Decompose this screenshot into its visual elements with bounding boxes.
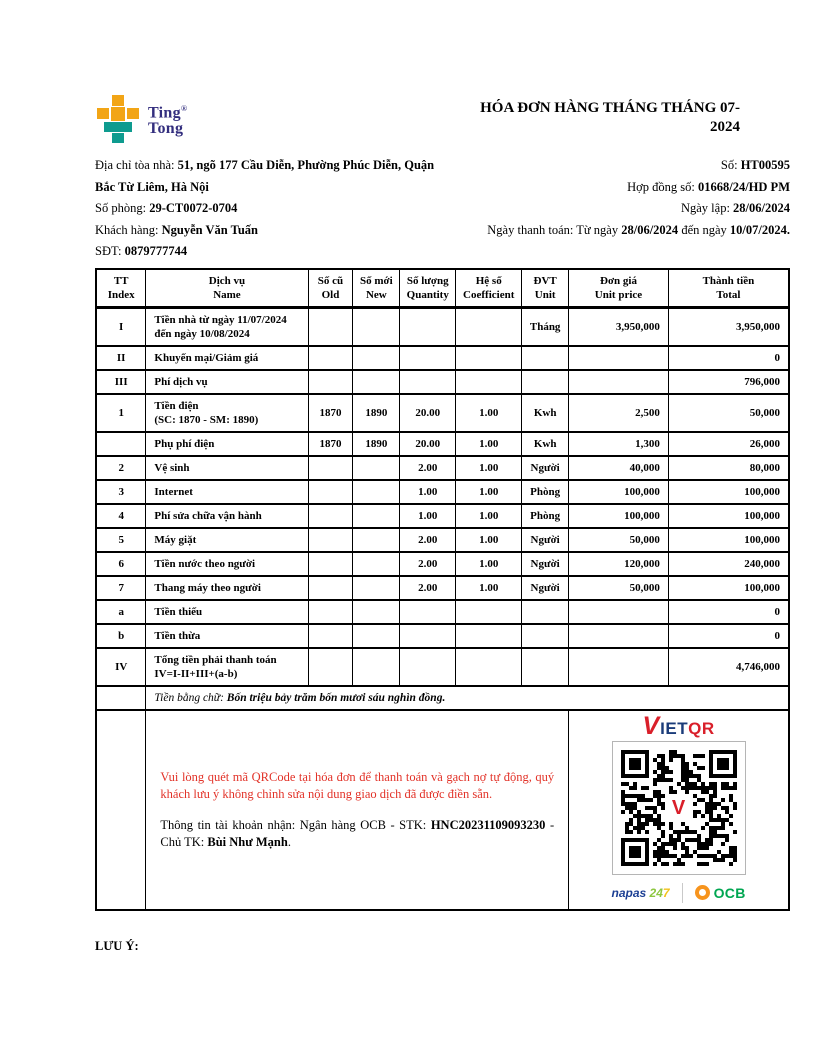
invoice-title [450, 95, 790, 137]
cell-quantity [400, 600, 456, 624]
amount-in-words-cell [146, 686, 789, 710]
cell-name: Khuyến mại/Giảm giá [146, 346, 308, 370]
cell-name: Tổng tiền phải thanh toán IV=I-II+III+(a-b) [146, 648, 308, 686]
table-row [96, 346, 789, 370]
cell-old: 1870 [308, 394, 353, 432]
account-number: HNC20231109093230 [430, 817, 546, 832]
registered-mark: ® [180, 104, 188, 113]
invoice-number: Số: HT00595 [720, 158, 790, 172]
ocb-icon [695, 885, 710, 900]
logo-line2: Tong [148, 120, 184, 138]
cell-index: II [96, 346, 146, 370]
qr-code [612, 741, 746, 875]
cell-coefficient: 1.00 [456, 456, 522, 480]
table-row [96, 480, 789, 504]
cell-quantity: 2.00 [400, 456, 456, 480]
cell-quantity: 20.00 [400, 394, 456, 432]
cell-quantity: 2.00 [400, 552, 456, 576]
cell-coefficient: 1.00 [456, 504, 522, 528]
tingtong-logo [95, 95, 187, 143]
table-row [96, 394, 789, 432]
cell-total: 100,000 [668, 528, 789, 552]
cell-index: 7 [96, 576, 146, 600]
cell-quantity [400, 346, 456, 370]
vietqr-v: V [642, 711, 660, 740]
amount-in-words-value: Bốn triệu bảy trăm bốn mươi sáu nghìn đồng. [226, 691, 446, 704]
cell-old [308, 552, 353, 576]
column-header: Số lượng Quantity [400, 269, 456, 308]
cell-coefficient [456, 370, 522, 394]
payment-period: Ngày thanh toán: Từ ngày 28/06/2024 đến ngày 10/07/2024. [487, 222, 790, 237]
building-address: Địa chỉ tòa nhà: 51, ngõ 177 Cầu Diễn, Phường Phúc Diễn, Quận Bắc Từ Liêm, Hà Nội [95, 158, 435, 194]
cell-old: 1870 [308, 432, 353, 456]
account-info: Thông tin tài khoản nhận: Ngân hàng OCB - STK: HNC20231109093230 - Chủ TK: Bùi Như Mạnh. [160, 817, 555, 849]
cell-total: 100,000 [668, 480, 789, 504]
cell-old [308, 370, 353, 394]
cell-unit-price [569, 370, 669, 394]
invoice-info [95, 155, 790, 263]
cell-index: a [96, 600, 146, 624]
cell-new [353, 576, 400, 600]
cell-name: Tiền nước theo người [146, 552, 308, 576]
cell-name: Thang máy theo người [146, 576, 308, 600]
cell-old [308, 576, 353, 600]
column-header: Số cũ Old [308, 269, 353, 308]
cell-coefficient [456, 346, 522, 370]
column-header: Số mới New [353, 269, 400, 308]
payment-instructions-cell [146, 710, 569, 910]
cell-quantity: 1.00 [400, 480, 456, 504]
cell-total: 4,746,000 [668, 648, 789, 686]
cell-index: b [96, 624, 146, 648]
cell-unit: Người [522, 456, 569, 480]
cell-total: 240,000 [668, 552, 789, 576]
cell-coefficient: 1.00 [456, 432, 522, 456]
payment-row [96, 710, 789, 910]
cell-total: 0 [668, 346, 789, 370]
cell-empty [96, 710, 146, 910]
cell-unit: Tháng [522, 307, 569, 346]
cell-index [96, 432, 146, 456]
cell-name: Tiền nhà từ ngày 11/07/2024 đến ngày 10/08/2024 [146, 307, 308, 346]
cell-name: Tiền thừa [146, 624, 308, 648]
cell-old [308, 346, 353, 370]
cell-total: 26,000 [668, 432, 789, 456]
cell-coefficient: 1.00 [456, 528, 522, 552]
qr-bank-logos [573, 883, 784, 903]
amount-in-words-label: Tiền bằng chữ: [154, 691, 227, 704]
cell-index: 4 [96, 504, 146, 528]
invoice-header [95, 95, 790, 145]
room-number: Số phòng: 29-CT0072-0704 [95, 201, 238, 215]
invoice-title-line2: 2024 [710, 119, 740, 135]
amount-in-words-row [96, 686, 789, 710]
cell-total: 100,000 [668, 504, 789, 528]
cell-old [308, 624, 353, 648]
cell-unit-price [569, 624, 669, 648]
cell-coefficient [456, 648, 522, 686]
invoice-title-line1: HÓA ĐƠN HÀNG THÁNG THÁNG 07- [480, 100, 740, 116]
cell-coefficient [456, 600, 522, 624]
cell-unit-price: 3,950,000 [569, 307, 669, 346]
cell-quantity: 20.00 [400, 432, 456, 456]
cell-unit-price: 50,000 [569, 576, 669, 600]
cell-unit: Người [522, 576, 569, 600]
qr-cell [569, 710, 789, 910]
cell-quantity [400, 307, 456, 346]
cell-total: 100,000 [668, 576, 789, 600]
cell-old [308, 456, 353, 480]
cell-unit-price [569, 600, 669, 624]
cell-unit-price: 40,000 [569, 456, 669, 480]
logo-line1: Ting [148, 104, 181, 122]
table-row [96, 307, 789, 346]
cell-total: 50,000 [668, 394, 789, 432]
cell-unit [522, 648, 569, 686]
cell-new [353, 528, 400, 552]
cell-empty [96, 686, 146, 710]
divider [682, 883, 683, 903]
cell-new [353, 346, 400, 370]
cell-new [353, 600, 400, 624]
column-header: ĐVT Unit [522, 269, 569, 308]
table-row [96, 552, 789, 576]
cell-unit-price: 100,000 [569, 504, 669, 528]
table-row [96, 624, 789, 648]
invoice-table [95, 268, 790, 911]
cell-coefficient: 1.00 [456, 552, 522, 576]
cell-unit [522, 600, 569, 624]
cell-name: Phí sửa chữa vận hành [146, 504, 308, 528]
cell-unit: Kwh [522, 432, 569, 456]
cell-index: IV [96, 648, 146, 686]
cell-new [353, 648, 400, 686]
cell-total: 0 [668, 624, 789, 648]
cell-unit: Người [522, 528, 569, 552]
cell-new [353, 552, 400, 576]
contract-number: Hợp đồng số: 01668/24/HD PM [627, 179, 790, 194]
table-row [96, 370, 789, 394]
cell-old [308, 480, 353, 504]
cell-total: 80,000 [668, 456, 789, 480]
column-header: Đơn giá Unit price [569, 269, 669, 308]
cell-unit: Phòng [522, 504, 569, 528]
cell-total: 0 [668, 600, 789, 624]
tingtong-logo-icon [95, 95, 141, 143]
cell-coefficient [456, 307, 522, 346]
cell-index: 3 [96, 480, 146, 504]
cell-unit: Phòng [522, 480, 569, 504]
cell-new [353, 307, 400, 346]
cell-name: Vệ sinh [146, 456, 308, 480]
column-header: Thành tiền Total [668, 269, 789, 308]
ocb-logo: OCB [695, 885, 746, 900]
invoice-info-left [95, 155, 447, 263]
cell-quantity [400, 370, 456, 394]
cell-total: 796,000 [668, 370, 789, 394]
table-row [96, 432, 789, 456]
cell-unit [522, 624, 569, 648]
cell-unit-price: 50,000 [569, 528, 669, 552]
tingtong-logo-text [148, 95, 187, 137]
cell-index: 2 [96, 456, 146, 480]
cell-unit-price [569, 648, 669, 686]
cell-unit [522, 346, 569, 370]
cell-old [308, 528, 353, 552]
cell-unit: Kwh [522, 394, 569, 432]
cell-new [353, 624, 400, 648]
vietqr-logo: VIETQR [642, 711, 715, 740]
cell-quantity: 2.00 [400, 576, 456, 600]
cell-new [353, 504, 400, 528]
cell-old [308, 307, 353, 346]
napas-logo: napas 247 [611, 885, 670, 900]
cell-unit [522, 370, 569, 394]
cell-name: Phí dịch vụ [146, 370, 308, 394]
customer-name: Khách hàng: Nguyễn Văn Tuấn [95, 222, 259, 237]
account-holder: Bùi Như Mạnh [207, 834, 288, 849]
cell-new [353, 370, 400, 394]
column-header: Hệ số Coefficient [456, 269, 522, 308]
cell-index: III [96, 370, 146, 394]
cell-unit-price [569, 346, 669, 370]
cell-new [353, 456, 400, 480]
footer-note: LƯU Ý: [95, 938, 139, 953]
cell-coefficient: 1.00 [456, 480, 522, 504]
cell-index: 1 [96, 394, 146, 432]
table-row [96, 504, 789, 528]
cell-coefficient: 1.00 [456, 394, 522, 432]
cell-new: 1890 [353, 394, 400, 432]
customer-phone: SĐT: 0879777744 [95, 244, 188, 258]
cell-name: Tiền thiếu [146, 600, 308, 624]
payment-notice: Vui lòng quét mã QRCode tại hóa đơn để thanh toán và gạch nợ tự động, quý khách lưu ý không chỉnh sửa nội dung giao dịch đã được điền sẵn. [160, 769, 555, 801]
invoice-info-right [447, 155, 790, 263]
cell-unit-price: 120,000 [569, 552, 669, 576]
cell-unit-price: 1,300 [569, 432, 669, 456]
table-header-row [96, 269, 789, 308]
cell-old [308, 504, 353, 528]
cell-name: Tiền điện (SC: 1870 - SM: 1890) [146, 394, 308, 432]
cell-index: 5 [96, 528, 146, 552]
cell-unit: Người [522, 552, 569, 576]
table-row [96, 600, 789, 624]
cell-total: 3,950,000 [668, 307, 789, 346]
cell-quantity: 2.00 [400, 528, 456, 552]
cell-name: Máy giặt [146, 528, 308, 552]
cell-name: Internet [146, 480, 308, 504]
table-row [96, 576, 789, 600]
cell-quantity [400, 648, 456, 686]
cell-old [308, 648, 353, 686]
table-row [96, 648, 789, 686]
cell-coefficient: 1.00 [456, 576, 522, 600]
column-header: TT Index [96, 269, 146, 308]
cell-new: 1890 [353, 432, 400, 456]
cell-new [353, 480, 400, 504]
cell-index: 6 [96, 552, 146, 576]
cell-index: I [96, 307, 146, 346]
cell-coefficient [456, 624, 522, 648]
cell-quantity [400, 624, 456, 648]
column-header: Dịch vụ Name [146, 269, 308, 308]
table-row [96, 456, 789, 480]
created-date: Ngày lập: 28/06/2024 [680, 201, 790, 215]
cell-quantity: 1.00 [400, 504, 456, 528]
table-row [96, 528, 789, 552]
vietqr-center-mark: V [666, 795, 692, 821]
cell-name: Phụ phí điện [146, 432, 308, 456]
cell-unit-price: 2,500 [569, 394, 669, 432]
cell-unit-price: 100,000 [569, 480, 669, 504]
cell-old [308, 600, 353, 624]
